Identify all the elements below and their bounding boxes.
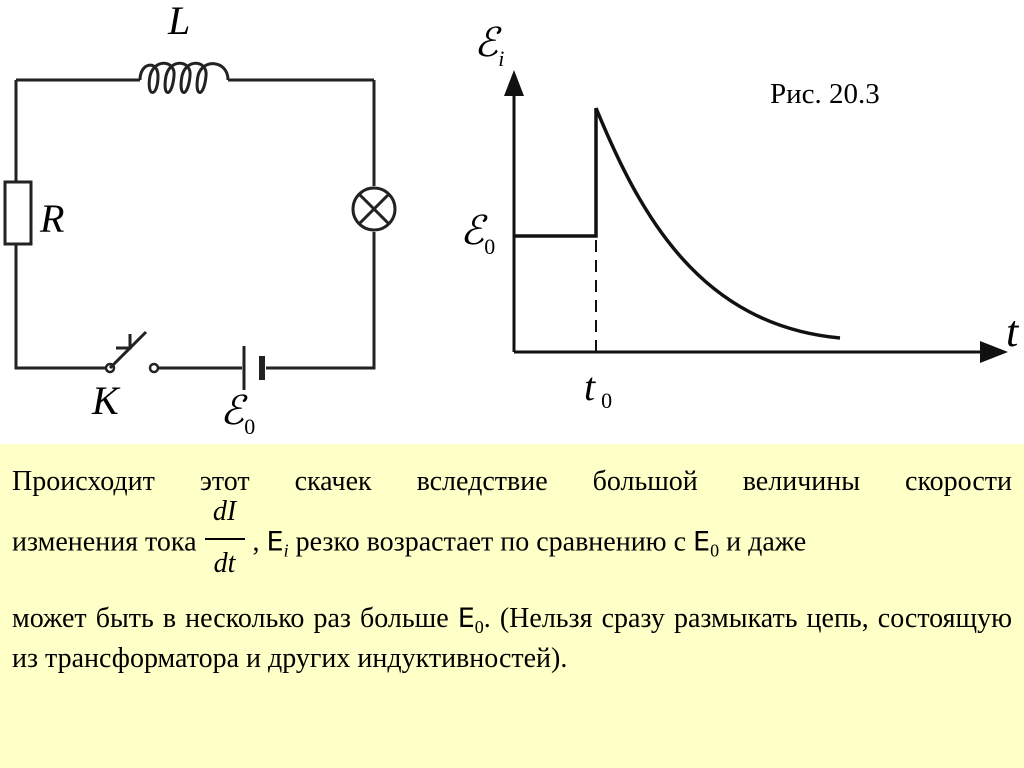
switch-lever (110, 332, 146, 368)
y-axis-arrow (504, 70, 524, 96)
resistor (5, 182, 31, 244)
source-label (220, 388, 255, 439)
paragraph-1-text-b: , (252, 526, 260, 558)
paragraph-1-text-c: резко возрастает по сравнению с (295, 526, 687, 558)
paragraph-1-line-2 (12, 496, 1012, 584)
level-label (460, 208, 495, 259)
fraction-denominator: dt (213, 548, 236, 579)
fraction-numerator: dI (212, 496, 237, 527)
switch-contact-right (150, 364, 158, 372)
paragraph-2-text-b: . (Нельзя сразу размыкать цепь, состоящую из трансформатора и других индуктивностей). (12, 603, 1013, 674)
t0-label-symbol: t (584, 364, 596, 409)
paragraph-1-text-d: и даже (726, 526, 807, 558)
figure-caption: Рис. 20.3 (770, 78, 880, 110)
inductor-coil (140, 63, 228, 92)
paragraph-2-text-a: может быть в несколько раз больше (12, 603, 449, 634)
source-label-sub: 0 (244, 414, 256, 439)
level-label-sub: 0 (484, 234, 496, 259)
emf-i-symbol: Ε (266, 526, 284, 558)
emf-0-sub-2: 0 (474, 617, 484, 637)
emf-i-sub: i (283, 540, 289, 561)
y-axis-label-sub: i (498, 46, 505, 71)
lamp-cross (360, 195, 388, 223)
y-axis-label (474, 20, 504, 71)
switch-arrow (116, 334, 130, 348)
y-axis-label-symbol: ℰ (474, 20, 499, 65)
emf-decay-curve (596, 108, 840, 338)
paragraph-1-line-1-text: Происходит этот скачек вследствие большой величины скорости (12, 466, 1012, 497)
paragraph-1-line-1 (12, 462, 1012, 502)
emf-0-sub: 0 (710, 540, 720, 561)
switch-label: K (92, 378, 119, 423)
x-axis-arrow (980, 341, 1008, 363)
current-derivative-fraction (203, 496, 247, 584)
emf-graph (504, 70, 1008, 363)
emf-0-symbol-2: Ε (457, 603, 475, 634)
inductor-label: L (168, 0, 191, 43)
t0-label-sub: 0 (601, 388, 613, 413)
explanation-panel (0, 444, 1024, 768)
emf-0-symbol: Ε (693, 526, 711, 558)
source-label-symbol: ℰ (220, 388, 245, 433)
paragraph-1-text-a: изменения тока (12, 526, 197, 558)
t0-label (584, 364, 612, 413)
emf-level-line (514, 108, 596, 236)
paragraph-2 (12, 599, 1012, 679)
level-label-symbol: ℰ (460, 208, 485, 253)
x-axis-label: t (1006, 307, 1019, 356)
resistor-label: R (40, 196, 65, 241)
fraction-bar (205, 538, 245, 540)
